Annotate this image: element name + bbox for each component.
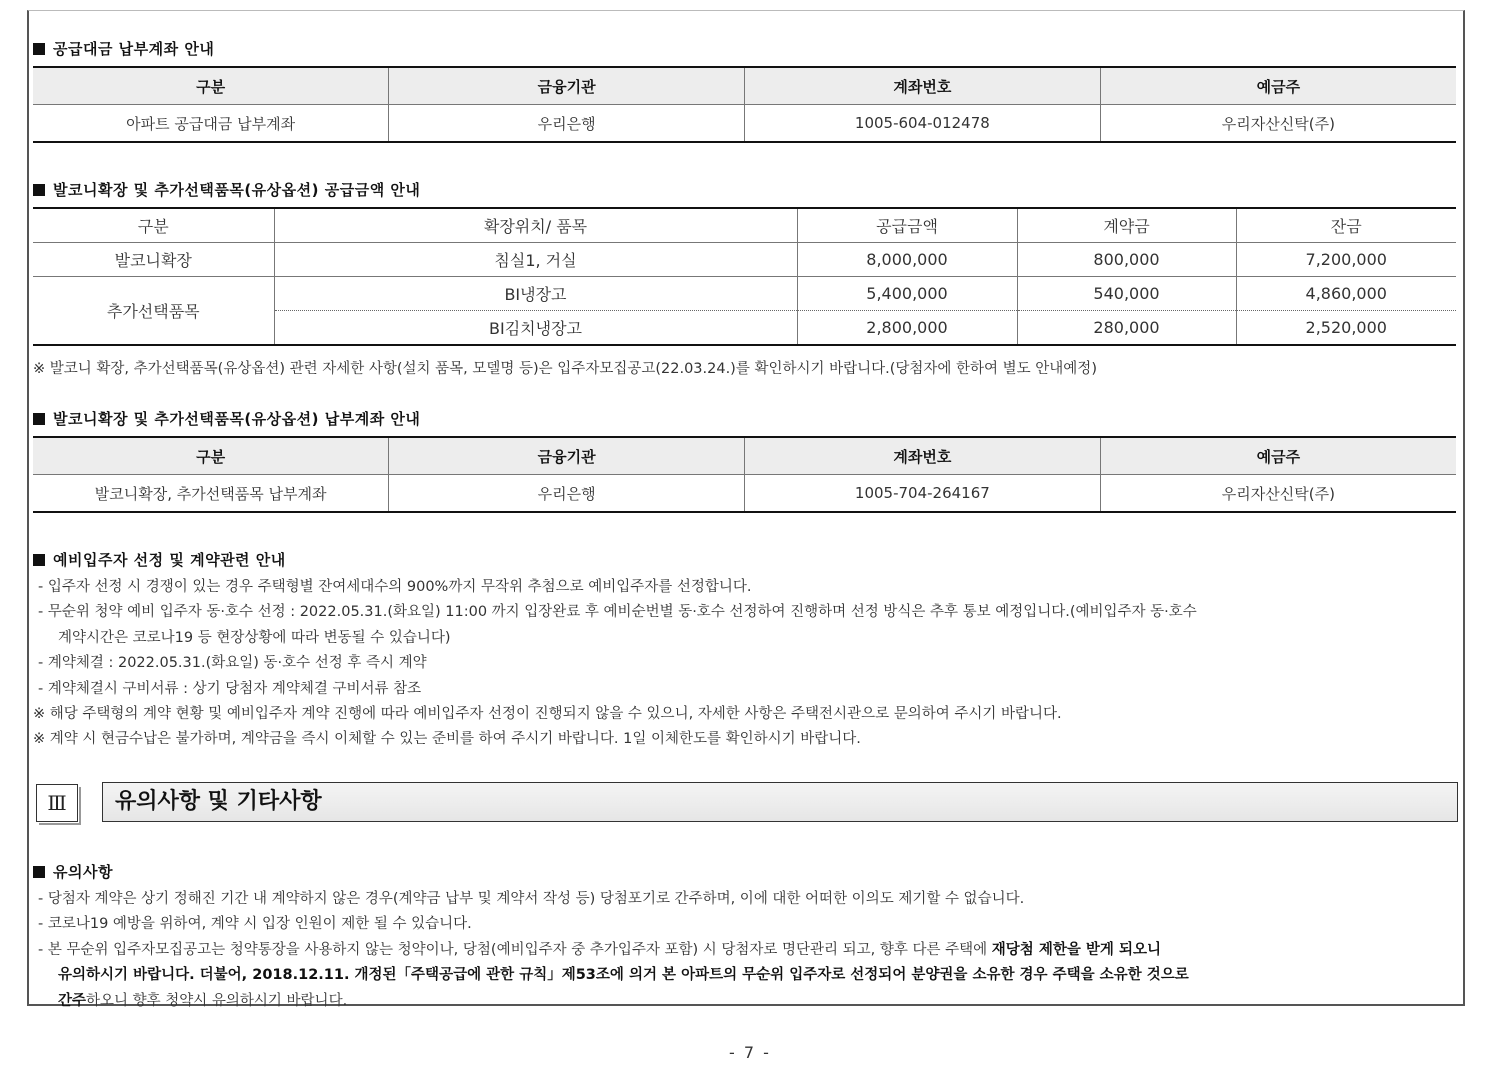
section-title-text: 유의사항 xyxy=(53,863,113,881)
reserve-note: ※ 계약 시 현금수납은 불가하며, 계약금을 즉시 이체할 수 있는 준비를 하여 주시기 바랍니다. 1일 이체한도를 확인하시기 바랍니다. xyxy=(33,731,861,747)
reserve-line: - 계약체결시 구비서류 : 상기 당첨자 계약체결 구비서류 참조 xyxy=(38,681,422,697)
chapter-title: 유의사항 및 기타사항 xyxy=(102,782,1458,822)
square-bullet-icon xyxy=(33,554,45,566)
table-cell: 발코니확장, 추가선택품목 납부계좌 xyxy=(94,484,327,503)
payment-account-table xyxy=(33,66,1456,143)
header-cell: 구분 xyxy=(33,67,389,105)
table-cell: 800,000 xyxy=(1017,243,1236,277)
caution-line: - 코로나19 예방을 위하여, 계약 시 입장 인원이 제한 될 수 있습니다. xyxy=(38,916,472,932)
table-cell: 8,000,000 xyxy=(797,243,1017,277)
table-cell: 우리자산신탁(주) xyxy=(1100,105,1456,143)
table-cell: 5,400,000 xyxy=(797,277,1017,311)
table-header-row xyxy=(33,67,1456,105)
caution-bold-text: 간주 xyxy=(58,993,87,1009)
caution-bold-text: 재당첨 제한을 받게 되오니 xyxy=(991,942,1161,958)
caution-line xyxy=(58,989,347,1010)
header-cell: 예금주 xyxy=(1100,67,1456,105)
section-title-text: 발코니확장 및 추가선택품목(유상옵션) 공급금액 안내 xyxy=(53,181,421,199)
caution-text: - 본 무순위 입주자모집공고는 청약통장을 사용하지 않는 청약이나, 당첨(예비입주자 중 추가입주자 포함) 시 당첨자로 명단관리 되고, 향후 다른 주택에 xyxy=(38,942,992,958)
table-cell: 2,520,000 xyxy=(1236,311,1456,346)
header-cell: 구분 xyxy=(33,208,274,243)
section-title-option-account xyxy=(33,408,420,429)
header-cell: 계좌번호 xyxy=(745,437,1101,475)
section-title-caution xyxy=(33,861,113,882)
table-cell: 2,800,000 xyxy=(797,311,1017,346)
table-cell: 540,000 xyxy=(1017,277,1236,311)
header-cell: 금융기관 xyxy=(389,437,745,475)
header-cell: 구분 xyxy=(33,437,389,475)
table-cell: 7,200,000 xyxy=(1236,243,1456,277)
option-note: ※ 발코니 확장, 추가선택품목(유상옵션) 관련 자세한 사항(설치 품목, 모델명 등)은 입주자모집공고(22.03.24.)를 확인하시기 바랍니다.(당첨자에 한하여 별도 안내예정) xyxy=(33,361,1097,377)
reserve-note: ※ 해당 주택형의 계약 현황 및 예비입주자 계약 진행에 따라 예비입주자 선정이 진행되지 않을 수 있으니, 자세한 사항은 주택전시관으로 문의하여 주시기 바랍니다. xyxy=(33,706,1062,722)
table-cell: 우리자산신탁(주) xyxy=(1100,475,1456,513)
header-cell: 확장위치/ 품목 xyxy=(274,208,797,243)
caution-bold-text: 유의하시기 바랍니다. 더불어, 2018.12.11. 개정된「주택공급에 관한 규칙」제53조에 의거 본 아파트의 무순위 입주자로 선정되어 분양권을 소유한 경우 주택을 소유한 것으로 xyxy=(58,967,1189,983)
caution-text: 하오니 향후 청약시 유의하시기 바랍니다. xyxy=(86,993,348,1009)
square-bullet-icon xyxy=(33,413,45,425)
table-cell: BI김치냉장고 xyxy=(274,311,797,346)
table-cell: 침실1, 거실 xyxy=(274,243,797,277)
caution-line xyxy=(38,938,1161,959)
section-title-text: 예비입주자 선정 및 계약관련 안내 xyxy=(53,551,286,569)
option-account-table xyxy=(33,436,1456,513)
header-cell: 계좌번호 xyxy=(745,67,1101,105)
header-cell: 계약금 xyxy=(1017,208,1236,243)
table-cell: 우리은행 xyxy=(389,105,745,143)
header-cell: 잔금 xyxy=(1236,208,1456,243)
table-cell: 발코니확장 xyxy=(33,243,274,277)
square-bullet-icon xyxy=(33,866,45,878)
square-bullet-icon xyxy=(33,43,45,55)
square-bullet-icon xyxy=(33,184,45,196)
table-cell: 1005-604-012478 xyxy=(745,105,1101,143)
table-header-row xyxy=(33,437,1456,475)
section-title-payment-account xyxy=(33,38,214,59)
table-header-row xyxy=(33,208,1456,243)
section-title-option-price xyxy=(33,179,420,200)
table-cell: 4,860,000 xyxy=(1236,277,1456,311)
reserve-line: 계약시간은 코로나19 등 현장상황에 따라 변동될 수 있습니다) xyxy=(58,630,451,646)
option-price-table xyxy=(33,207,1456,346)
table-cell: 280,000 xyxy=(1017,311,1236,346)
chapter-number: Ⅲ xyxy=(36,784,78,822)
table-row xyxy=(33,475,1456,513)
table-cell-group-label: 추가선택품목 xyxy=(106,302,200,321)
reserve-line: - 입주자 선정 시 경쟁이 있는 경우 주택형별 잔여세대수의 900%까지 무작위 추첨으로 예비입주자를 선정합니다. xyxy=(38,579,752,595)
reserve-line: - 무순위 청약 예비 입주자 동·호수 선정 : 2022.05.31.(화요일) 11:00 까지 입장완료 후 예비순번별 동·호수 선정하여 진행하며 선정 방식은 추후 통보 예정입니다.(예비입주자 동·호수 xyxy=(38,604,1197,620)
section-title-text: 발코니확장 및 추가선택품목(유상옵션) 납부계좌 안내 xyxy=(53,410,421,428)
header-cell: 예금주 xyxy=(1100,437,1456,475)
header-cell: 공급금액 xyxy=(797,208,1017,243)
caution-line: - 당첨자 계약은 상기 정해진 기간 내 계약하지 않은 경우(계약금 납부 및 계약서 작성 등) 당첨포기로 간주하며, 이에 대한 어떠한 이의도 제기할 수 없습니다. xyxy=(38,891,1025,907)
table-cell: 아파트 공급대금 납부계좌 xyxy=(126,114,296,133)
reserve-line: - 계약체결 : 2022.05.31.(화요일) 동·호수 선정 후 즉시 계약 xyxy=(38,655,427,671)
table-cell: BI냉장고 xyxy=(274,277,797,311)
table-row xyxy=(33,277,1456,311)
caution-line xyxy=(58,963,1189,984)
table-row xyxy=(33,105,1456,143)
section-title-reserve xyxy=(33,549,286,570)
table-cell: 1005-704-264167 xyxy=(745,475,1101,513)
section-title-text: 공급대금 납부계좌 안내 xyxy=(53,40,215,58)
header-cell: 금융기관 xyxy=(389,67,745,105)
page-number: - 7 - xyxy=(729,1043,771,1062)
table-cell: 우리은행 xyxy=(389,475,745,513)
table-row xyxy=(33,243,1456,277)
